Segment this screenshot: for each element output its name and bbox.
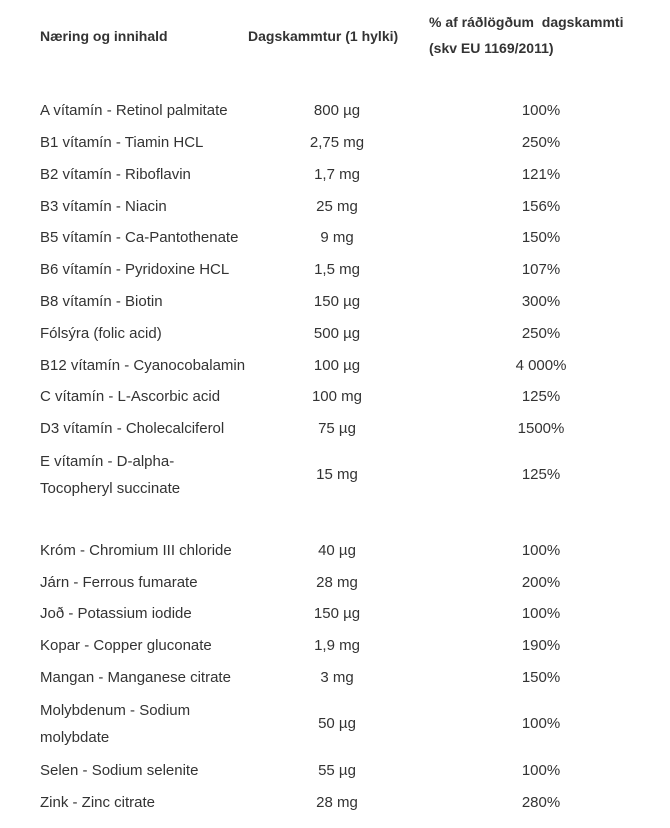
table-header: [0, 0, 670, 70]
table-row: [0, 569, 670, 596]
nutrient-name-line: Fólsýra (folic acid): [40, 325, 162, 342]
table-row: [0, 789, 670, 816]
percent-rdi: 100%: [521, 762, 561, 779]
nutrient-name: [40, 569, 248, 596]
header-daily-dose: Dagskammtur (1 hylki): [248, 28, 399, 44]
percent-rdi: 250%: [521, 325, 561, 342]
percent-rdi: 121%: [521, 166, 561, 183]
percent-rdi: 300%: [521, 293, 561, 310]
nutrient-name-line: B6 vítamín - Pyridoxine HCL: [40, 261, 230, 278]
nutrient-name-line: Kopar - Copper gluconate: [40, 637, 212, 654]
percent-rdi: 1500%: [517, 420, 565, 437]
nutrient-name-line: C vítamín - L-Ascorbic acid: [40, 388, 221, 405]
header-percent-rdi: [429, 9, 669, 61]
table-row: [0, 161, 670, 188]
nutrient-name: [40, 161, 248, 188]
percent-rdi: 100%: [521, 605, 561, 622]
nutrient-name-line: B8 vítamín - Biotin: [40, 293, 163, 310]
header-percent-line2: (skv EU 1169/2011): [429, 40, 554, 56]
daily-dose: 9 mg: [320, 229, 354, 246]
nutrient-name: [40, 97, 248, 124]
nutrient-name: [40, 448, 248, 502]
table-row: [0, 193, 670, 220]
nutrient-name-line: Króm - Chromium III chloride: [40, 542, 232, 559]
nutrient-name-line: Mangan - Manganese citrate: [40, 669, 231, 686]
percent-rdi: 100%: [521, 715, 561, 732]
daily-dose: 150 µg: [313, 293, 361, 310]
daily-dose: 28 mg: [316, 794, 358, 811]
percent-rdi: 250%: [521, 134, 561, 151]
nutrient-name-line: B2 vítamín - Riboflavin: [40, 166, 191, 183]
table-row: [0, 415, 670, 442]
table-row: [0, 256, 670, 283]
percent-rdi: 100%: [521, 542, 561, 559]
nutrient-name: [40, 600, 248, 627]
nutrient-name: [40, 383, 248, 410]
table-row: [0, 97, 670, 124]
nutrient-name: [40, 664, 248, 691]
nutrient-name-line: E vítamín - D-alpha-: [40, 453, 175, 470]
table-row: [0, 537, 670, 564]
nutrient-name-line: molybdate: [40, 729, 110, 746]
nutrient-name: [40, 789, 248, 816]
percent-rdi: 280%: [521, 794, 561, 811]
nutrient-name-line: Zink - Zinc citrate: [40, 794, 156, 811]
daily-dose: 150 µg: [313, 605, 361, 622]
table-row: [0, 600, 670, 627]
nutrient-name-line: B5 vítamín - Ca-Pantothenate: [40, 229, 239, 246]
table-row: [0, 352, 670, 379]
percent-rdi: 190%: [521, 637, 561, 654]
nutrient-name-line: B12 vítamín - Cyanocobalamin: [40, 357, 246, 374]
daily-dose: 1,5 mg: [314, 261, 360, 278]
daily-dose: 1,9 mg: [314, 637, 360, 654]
nutrient-name: [40, 537, 248, 564]
nutrient-name: [40, 224, 248, 251]
table-row: [0, 757, 670, 784]
percent-rdi: 125%: [521, 388, 561, 405]
nutrient-name-line: Molybdenum - Sodium: [40, 702, 191, 719]
daily-dose: 75 µg: [318, 420, 356, 437]
daily-dose: 800 µg: [313, 102, 361, 119]
daily-dose: 500 µg: [313, 325, 361, 342]
percent-rdi: 100%: [521, 102, 561, 119]
nutrient-name-line: D3 vítamín - Cholecalciferol: [40, 420, 225, 437]
table-row: [0, 224, 670, 251]
table-row: [0, 664, 670, 691]
daily-dose: 28 mg: [316, 574, 358, 591]
percent-rdi: 200%: [521, 574, 561, 591]
daily-dose: 15 mg: [316, 466, 358, 483]
table-row: [0, 697, 670, 751]
nutrient-name: [40, 256, 248, 283]
nutrient-name: [40, 697, 248, 751]
percent-rdi: 150%: [521, 669, 561, 686]
nutrient-name: [40, 320, 248, 347]
percent-rdi: 107%: [521, 261, 561, 278]
nutrient-name-line: Tocopheryl succinate: [40, 480, 181, 497]
table-row: [0, 383, 670, 410]
table-row: [0, 129, 670, 156]
nutrient-name: [40, 193, 248, 220]
nutrient-name-line: Járn - Ferrous fumarate: [40, 574, 198, 591]
daily-dose: 1,7 mg: [314, 166, 360, 183]
nutrient-name: [40, 129, 248, 156]
daily-dose: 100 mg: [311, 388, 363, 405]
daily-dose: 100 µg: [313, 357, 361, 374]
nutrient-name: [40, 288, 248, 315]
header-percent-line1: % af ráðlögðum dagskammti: [429, 14, 624, 30]
header-nutrient: Næring og innihald: [40, 28, 168, 44]
daily-dose: 40 µg: [318, 542, 356, 559]
daily-dose: 50 µg: [318, 715, 356, 732]
nutrient-name-line: Selen - Sodium selenite: [40, 762, 199, 779]
table-row: [0, 632, 670, 659]
nutrient-name-line: B3 vítamín - Niacin: [40, 198, 167, 215]
daily-dose: 3 mg: [320, 669, 354, 686]
nutrient-name: [40, 352, 248, 379]
nutrient-name: [40, 632, 248, 659]
nutrient-name-line: Joð - Potassium iodide: [40, 605, 192, 622]
daily-dose: 55 µg: [318, 762, 356, 779]
percent-rdi: 125%: [521, 466, 561, 483]
percent-rdi: 150%: [521, 229, 561, 246]
daily-dose: 2,75 mg: [309, 134, 365, 151]
percent-rdi: 4 000%: [515, 357, 567, 374]
table-row: [0, 320, 670, 347]
percent-rdi: 156%: [521, 198, 561, 215]
nutrient-name-line: B1 vítamín - Tiamin HCL: [40, 134, 204, 151]
nutrient-name-line: A vítamín - Retinol palmitate: [40, 102, 228, 119]
nutrient-name: [40, 757, 248, 784]
daily-dose: 25 mg: [316, 198, 358, 215]
nutrient-name: [40, 415, 248, 442]
table-row: [0, 448, 670, 502]
table-row: [0, 288, 670, 315]
